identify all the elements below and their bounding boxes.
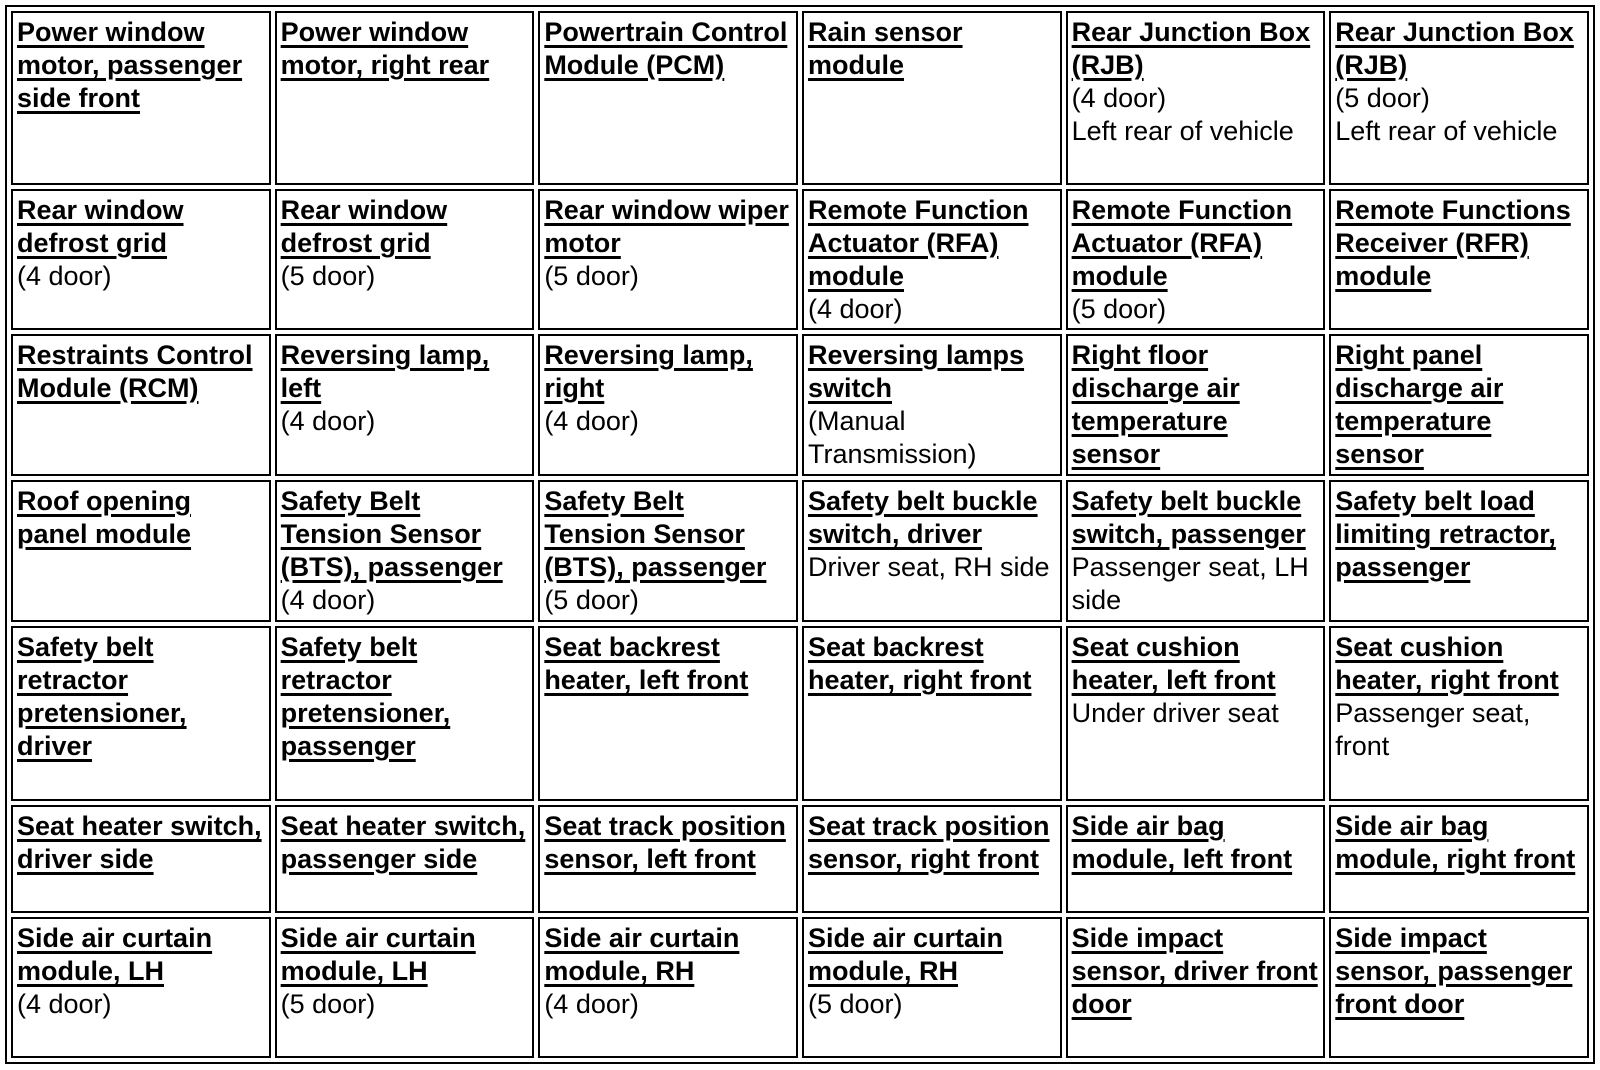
component-link[interactable]: Rear window defrost grid <box>17 195 184 258</box>
table-cell <box>1066 805 1326 913</box>
component-link[interactable]: Safety belt buckle switch, driver <box>807 486 1038 549</box>
component-location-table <box>5 5 1595 1064</box>
component-link[interactable]: Seat backrest heater, right front <box>807 632 1032 695</box>
location-note: (5 door) <box>1335 83 1430 113</box>
table-cell <box>275 626 535 801</box>
location-note: (4 door) <box>1071 83 1167 113</box>
table-cell <box>538 11 798 185</box>
location-note: (4 door) <box>544 989 639 1019</box>
location-note: (5 door) <box>280 261 376 291</box>
location-note: (4 door) <box>280 585 376 615</box>
component-link[interactable]: Seat backrest heater, left front <box>544 632 749 695</box>
component-link[interactable]: Power window motor, passenger side front <box>17 17 243 113</box>
table-cell <box>1329 334 1589 476</box>
table-cell <box>802 917 1062 1058</box>
table-cell <box>275 917 535 1058</box>
table-cell <box>802 11 1062 185</box>
component-link[interactable]: Safety Belt Tension Sensor (BTS), passenger <box>544 486 767 582</box>
component-link[interactable]: Remote Function Actuator (RFA) module <box>807 195 1029 291</box>
component-link[interactable]: Rear Junction Box (RJB) <box>1071 17 1311 80</box>
location-note: (4 door) <box>280 406 376 436</box>
component-link[interactable]: Side impact sensor, passenger front door <box>1335 923 1573 1019</box>
table-row <box>11 189 1589 330</box>
table-cell <box>275 805 535 913</box>
table-cell <box>275 334 535 476</box>
component-link[interactable]: Side air curtain module, RH <box>544 923 740 986</box>
component-link[interactable]: Side air bag module, right front <box>1335 811 1576 874</box>
component-link[interactable]: Power window motor, right rear <box>280 17 490 80</box>
table-cell <box>275 480 535 622</box>
location-note: (4 door) <box>17 261 112 291</box>
table-cell <box>11 805 271 913</box>
table-row <box>11 11 1589 185</box>
component-link[interactable]: Right floor discharge air temperature sensor <box>1071 340 1240 469</box>
table-cell <box>1329 917 1589 1058</box>
component-link[interactable]: Remote Function Actuator (RFA) module <box>1071 195 1293 291</box>
location-note: Passenger seat, LH side <box>1071 552 1309 615</box>
table-cell <box>11 626 271 801</box>
component-link[interactable]: Powertrain Control Module (PCM) <box>544 17 788 80</box>
table-cell <box>1066 189 1326 330</box>
component-link[interactable]: Safety belt load limiting retractor, passenger <box>1335 486 1556 582</box>
table-cell <box>1066 626 1326 801</box>
table-row <box>11 480 1589 622</box>
location-note: (4 door) <box>17 989 112 1019</box>
component-link[interactable]: Safety belt retractor pretensioner, passenger <box>280 632 451 761</box>
table-cell <box>538 189 798 330</box>
location-note: Under driver seat <box>1071 698 1279 728</box>
table-cell <box>1066 11 1326 185</box>
table-cell <box>1329 189 1589 330</box>
table-row <box>11 626 1589 801</box>
component-link[interactable]: Rear window defrost grid <box>280 195 448 258</box>
component-link[interactable]: Rain sensor module <box>807 17 963 80</box>
component-link[interactable]: Reversing lamp, left <box>280 340 490 403</box>
component-link[interactable]: Seat heater switch, driver side <box>17 811 262 874</box>
location-note: (4 door) <box>544 406 639 436</box>
component-link[interactable]: Safety belt buckle switch, passenger <box>1071 486 1306 549</box>
component-link[interactable]: Seat track position sensor, right front <box>807 811 1050 874</box>
table-cell <box>538 334 798 476</box>
component-link[interactable]: Right panel discharge air temperature sensor <box>1335 340 1504 469</box>
table-row <box>11 805 1589 913</box>
component-link[interactable]: Side air curtain module, RH <box>807 923 1004 986</box>
table-cell <box>11 480 271 622</box>
location-note: Left rear of vehicle <box>1335 116 1558 146</box>
table-cell <box>1329 805 1589 913</box>
location-note: (Manual Transmission) <box>807 406 977 469</box>
table-row <box>11 334 1589 476</box>
component-link[interactable]: Seat cushion heater, left front <box>1071 632 1276 695</box>
table-cell <box>1066 334 1326 476</box>
table-cell <box>1329 11 1589 185</box>
table-cell <box>538 805 798 913</box>
table-cell <box>11 189 271 330</box>
table-cell <box>275 189 535 330</box>
table-cell <box>11 917 271 1058</box>
location-note: (5 door) <box>807 989 903 1019</box>
component-link[interactable]: Safety belt retractor pretensioner, driver <box>17 632 187 761</box>
table-cell <box>1066 480 1326 622</box>
table-cell <box>275 11 535 185</box>
component-link[interactable]: Restraints Control Module (RCM) <box>17 340 253 403</box>
table-cell <box>802 334 1062 476</box>
table-cell <box>11 334 271 476</box>
location-note: Passenger seat, front <box>1335 698 1531 761</box>
component-link[interactable]: Seat cushion heater, right front <box>1335 632 1559 695</box>
table-cell <box>1329 480 1589 622</box>
table-cell <box>1066 917 1326 1058</box>
component-link[interactable]: Reversing lamps switch <box>807 340 1025 403</box>
table-cell <box>538 480 798 622</box>
location-note: Left rear of vehicle <box>1071 116 1294 146</box>
component-link[interactable]: Side impact sensor, driver front door <box>1071 923 1318 1019</box>
table-row <box>11 917 1589 1058</box>
table-cell <box>802 480 1062 622</box>
table-cell <box>538 626 798 801</box>
location-note: Driver seat, RH side <box>807 552 1050 582</box>
location-note: (5 door) <box>544 261 639 291</box>
component-link[interactable]: Reversing lamp, right <box>544 340 753 403</box>
component-link[interactable]: Side air bag module, left front <box>1071 811 1293 874</box>
table-cell <box>802 189 1062 330</box>
table-cell <box>1329 626 1589 801</box>
table-cell <box>802 805 1062 913</box>
component-link[interactable]: Side air curtain module, LH <box>17 923 213 986</box>
table-cell <box>538 917 798 1058</box>
component-link[interactable]: Seat heater switch, passenger side <box>280 811 526 874</box>
location-note: (5 door) <box>1071 294 1167 324</box>
component-link[interactable]: Seat track position sensor, left front <box>544 811 786 874</box>
component-link[interactable]: Remote Functions Receiver (RFR) module <box>1335 195 1571 291</box>
table-cell <box>802 626 1062 801</box>
component-link[interactable]: Safety Belt Tension Sensor (BTS), passenger <box>280 486 503 582</box>
component-link[interactable]: Rear Junction Box (RJB) <box>1335 17 1574 80</box>
table-cell <box>11 11 271 185</box>
component-link[interactable]: Roof opening panel module <box>17 486 192 549</box>
location-note: (5 door) <box>280 989 376 1019</box>
location-note: (5 door) <box>544 585 639 615</box>
location-note: (4 door) <box>807 294 903 324</box>
component-link[interactable]: Side air curtain module, LH <box>280 923 476 986</box>
component-link[interactable]: Rear window wiper motor <box>544 195 789 258</box>
